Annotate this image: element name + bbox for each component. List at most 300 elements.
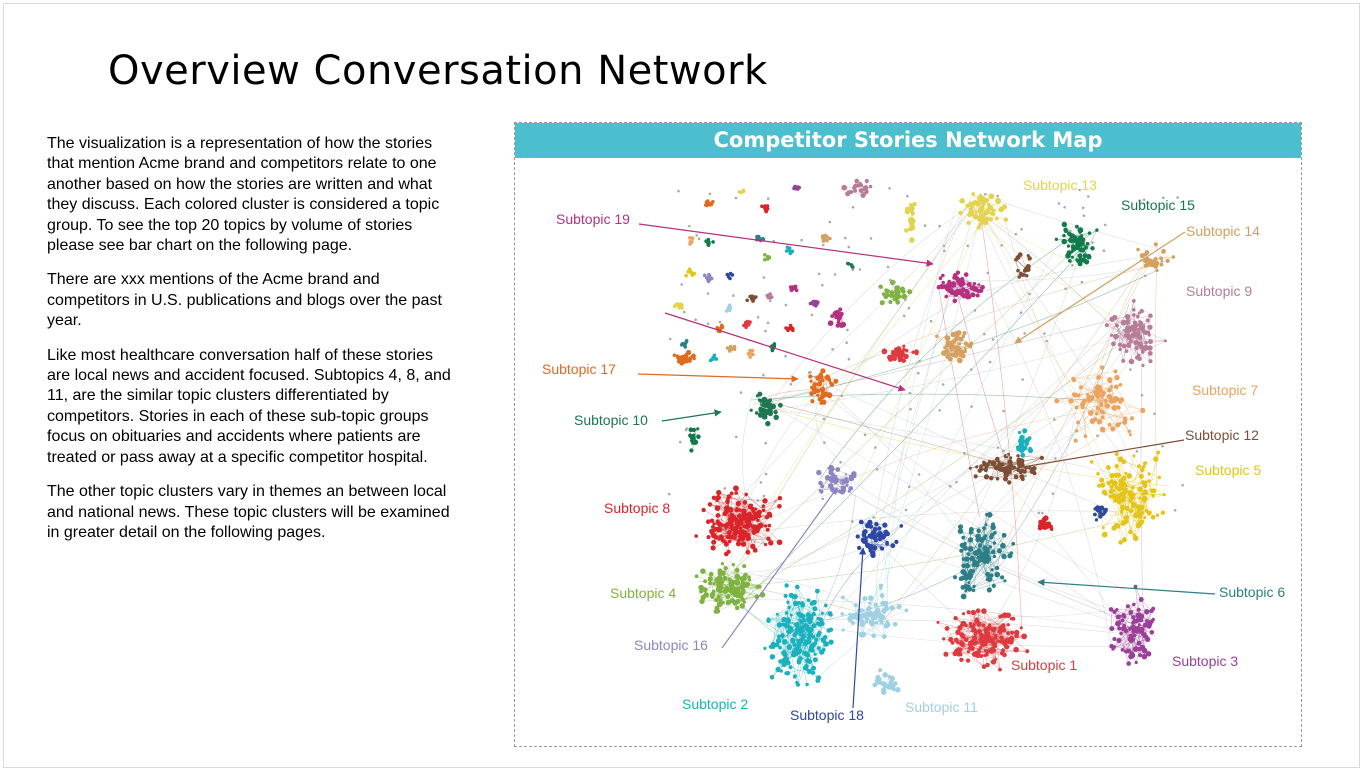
network-node bbox=[725, 594, 730, 599]
network-node bbox=[1044, 523, 1050, 529]
network-node bbox=[688, 356, 692, 360]
isolated-node bbox=[757, 316, 760, 319]
network-node bbox=[768, 524, 772, 528]
network-edge bbox=[964, 207, 1142, 333]
network-edge bbox=[994, 305, 1129, 565]
network-node bbox=[987, 587, 992, 592]
cluster-subtopic-16 bbox=[816, 465, 857, 495]
isolated-node bbox=[685, 427, 688, 430]
isolated-node bbox=[943, 250, 946, 253]
network-node bbox=[820, 402, 823, 405]
isolated-node bbox=[918, 360, 921, 363]
network-node bbox=[708, 576, 713, 581]
network-node bbox=[731, 519, 735, 523]
subtopic-label-16: Subtopic 16 bbox=[634, 637, 708, 653]
isolated-node bbox=[1143, 323, 1146, 326]
isolated-node bbox=[1023, 332, 1026, 335]
cluster-subtopic-18 bbox=[1093, 505, 1108, 521]
network-node bbox=[968, 546, 974, 552]
network-node bbox=[1142, 465, 1146, 469]
isolated-node bbox=[1071, 264, 1074, 267]
cluster-subtopic-7 bbox=[1054, 365, 1145, 443]
cluster-subtopic-15 bbox=[688, 427, 701, 452]
isolated-node bbox=[1082, 207, 1085, 210]
network-node bbox=[688, 433, 692, 437]
network-node bbox=[964, 556, 969, 561]
network-node bbox=[1018, 252, 1023, 257]
network-node bbox=[978, 469, 982, 473]
network-node bbox=[767, 617, 770, 620]
isolated-node bbox=[821, 284, 824, 287]
subtopic-label-5: Subtopic 5 bbox=[1195, 462, 1262, 478]
network-node bbox=[1153, 457, 1158, 462]
network-node bbox=[959, 282, 964, 287]
network-node bbox=[880, 547, 884, 551]
network-node bbox=[939, 276, 943, 280]
network-node bbox=[725, 499, 730, 504]
network-node bbox=[742, 500, 747, 505]
network-node bbox=[1133, 333, 1136, 336]
network-node bbox=[968, 344, 973, 349]
network-node bbox=[778, 646, 782, 650]
network-node bbox=[748, 355, 752, 359]
network-node bbox=[726, 602, 729, 605]
network-node bbox=[1138, 497, 1141, 500]
subtopic-label-12: Subtopic 12 bbox=[1185, 427, 1259, 443]
network-node bbox=[1144, 609, 1149, 614]
isolated-node bbox=[688, 225, 691, 228]
network-node bbox=[724, 505, 730, 511]
network-node bbox=[708, 581, 712, 585]
network-node bbox=[1125, 320, 1130, 325]
isolated-node bbox=[1000, 244, 1003, 247]
network-node bbox=[793, 594, 798, 599]
network-node bbox=[816, 470, 821, 475]
network-node bbox=[1137, 641, 1142, 646]
network-node bbox=[718, 535, 724, 541]
network-node bbox=[740, 517, 744, 521]
network-node bbox=[944, 295, 948, 299]
network-node bbox=[1128, 490, 1133, 495]
network-node bbox=[979, 654, 983, 658]
network-node bbox=[1137, 504, 1141, 508]
network-node bbox=[1111, 342, 1116, 347]
network-node bbox=[1121, 498, 1124, 501]
network-node bbox=[1086, 393, 1089, 396]
isolated-node bbox=[722, 527, 725, 530]
network-node bbox=[1152, 618, 1155, 621]
network-node bbox=[1001, 554, 1006, 559]
network-node bbox=[1096, 508, 1101, 513]
network-node bbox=[964, 590, 967, 593]
network-node bbox=[801, 638, 804, 641]
isolated-node bbox=[963, 452, 966, 455]
network-node bbox=[969, 622, 973, 626]
network-node bbox=[1097, 484, 1101, 488]
network-node bbox=[829, 640, 834, 645]
network-node bbox=[891, 350, 894, 353]
isolated-node bbox=[874, 446, 877, 449]
network-node bbox=[1050, 528, 1053, 531]
network-node bbox=[853, 189, 857, 193]
network-node bbox=[1124, 328, 1130, 334]
network-node bbox=[1016, 454, 1019, 457]
isolated-node bbox=[818, 273, 821, 276]
network-node bbox=[673, 354, 676, 357]
isolated-node bbox=[889, 279, 892, 282]
network-node bbox=[976, 608, 981, 613]
network-node bbox=[828, 320, 834, 326]
network-node bbox=[851, 621, 855, 625]
network-node bbox=[694, 534, 698, 538]
network-node bbox=[1003, 579, 1006, 582]
network-node bbox=[1151, 515, 1156, 520]
network-edge bbox=[878, 258, 1148, 629]
network-node bbox=[1095, 228, 1098, 231]
network-node bbox=[1120, 506, 1125, 511]
network-node bbox=[904, 228, 909, 233]
network-node bbox=[716, 513, 721, 518]
network-node bbox=[1131, 621, 1135, 625]
network-node bbox=[1096, 406, 1099, 409]
isolated-node bbox=[677, 190, 680, 193]
isolated-node bbox=[760, 481, 763, 484]
network-node bbox=[817, 382, 822, 387]
network-node bbox=[905, 609, 909, 613]
network-node bbox=[1126, 473, 1132, 479]
network-node bbox=[995, 217, 998, 220]
mini-cluster bbox=[704, 238, 715, 247]
isolated-node bbox=[1161, 445, 1164, 448]
network-node bbox=[820, 621, 825, 626]
network-node bbox=[972, 585, 975, 588]
network-node bbox=[976, 294, 980, 298]
mini-cluster bbox=[763, 253, 771, 262]
network-node bbox=[673, 304, 677, 308]
network-node bbox=[1130, 416, 1134, 420]
network-node bbox=[805, 683, 809, 687]
network-node bbox=[751, 353, 755, 357]
cluster-subtopic-12 bbox=[969, 453, 1044, 485]
network-edge bbox=[959, 257, 1143, 300]
network-node bbox=[875, 608, 880, 613]
network-node bbox=[841, 312, 844, 315]
cluster-subtopic-11 bbox=[872, 668, 900, 695]
isolated-node bbox=[955, 481, 958, 484]
network-node bbox=[1147, 325, 1152, 330]
network-node bbox=[958, 342, 961, 345]
network-node bbox=[809, 646, 812, 649]
isolated-node bbox=[784, 355, 787, 358]
isolated-node bbox=[903, 315, 906, 318]
network-node bbox=[763, 647, 766, 650]
network-node bbox=[736, 541, 741, 546]
network-node bbox=[964, 272, 969, 277]
cluster-subtopic-8 bbox=[694, 485, 782, 556]
subtopic-label-2: Subtopic 2 bbox=[682, 696, 749, 712]
network-node bbox=[810, 399, 814, 403]
isolated-node bbox=[800, 239, 803, 242]
network-node bbox=[893, 297, 898, 302]
isolated-node bbox=[668, 493, 671, 496]
network-node bbox=[1097, 388, 1102, 393]
network-node bbox=[1113, 483, 1116, 486]
network-node bbox=[1139, 488, 1143, 492]
network-node bbox=[998, 668, 1002, 672]
isolated-node bbox=[732, 294, 735, 297]
network-node bbox=[816, 389, 820, 393]
network-node bbox=[900, 524, 904, 528]
network-node bbox=[1025, 274, 1028, 277]
network-node bbox=[909, 206, 915, 212]
network-node bbox=[1115, 452, 1119, 456]
network-node bbox=[741, 541, 747, 547]
network-node bbox=[954, 345, 959, 350]
network-node bbox=[977, 197, 981, 201]
network-node bbox=[1139, 597, 1144, 602]
network-node bbox=[833, 379, 838, 384]
network-node bbox=[1155, 269, 1158, 272]
network-node bbox=[976, 561, 979, 564]
network-node bbox=[784, 583, 788, 587]
network-node bbox=[1069, 398, 1074, 403]
network-node bbox=[758, 398, 761, 401]
network-node bbox=[684, 358, 689, 363]
network-node bbox=[814, 653, 817, 656]
cluster-subtopic-9 bbox=[841, 179, 872, 198]
network-node bbox=[1124, 649, 1128, 653]
network-node bbox=[980, 538, 985, 543]
network-node bbox=[1114, 523, 1120, 529]
network-node bbox=[865, 617, 869, 621]
mini-cluster bbox=[766, 292, 774, 299]
network-node bbox=[751, 349, 755, 353]
network-node bbox=[752, 511, 756, 515]
network-node bbox=[942, 637, 945, 640]
isolated-node bbox=[1096, 434, 1099, 437]
network-node bbox=[945, 286, 950, 291]
network-node bbox=[1158, 476, 1161, 479]
network-node bbox=[915, 351, 919, 355]
isolated-node bbox=[978, 285, 981, 288]
network-node bbox=[1125, 515, 1129, 519]
network-node bbox=[909, 237, 915, 243]
network-node bbox=[1098, 514, 1102, 518]
network-node bbox=[1121, 359, 1125, 363]
network-node bbox=[722, 511, 727, 516]
network-node bbox=[1110, 426, 1115, 431]
network-node bbox=[957, 358, 963, 364]
network-node bbox=[704, 203, 708, 207]
network-node bbox=[883, 530, 888, 535]
network-node bbox=[972, 636, 977, 641]
subtopic-label-14: Subtopic 14 bbox=[1186, 223, 1260, 239]
network-node bbox=[708, 278, 712, 282]
network-node bbox=[994, 465, 997, 468]
network-node bbox=[1126, 661, 1131, 666]
network-node bbox=[684, 345, 688, 349]
network-node bbox=[957, 625, 962, 630]
network-node bbox=[956, 630, 959, 633]
isolated-node bbox=[764, 442, 767, 445]
network-node bbox=[1114, 385, 1119, 390]
cluster-subtopic-2 bbox=[763, 583, 833, 686]
network-node bbox=[1141, 350, 1145, 354]
network-node bbox=[1083, 253, 1088, 258]
network-node bbox=[962, 335, 966, 339]
network-node bbox=[984, 523, 987, 526]
network-node bbox=[848, 613, 851, 616]
network-node bbox=[1131, 486, 1134, 489]
network-node bbox=[738, 190, 742, 194]
network-node bbox=[740, 576, 745, 581]
isolated-node bbox=[893, 281, 896, 284]
network-node bbox=[740, 603, 745, 608]
network-node bbox=[1129, 508, 1134, 513]
isolated-node bbox=[906, 195, 909, 198]
network-node bbox=[1152, 489, 1157, 494]
network-node bbox=[758, 407, 762, 411]
network-node bbox=[1109, 489, 1114, 494]
network-node bbox=[739, 529, 742, 532]
network-node bbox=[856, 534, 860, 538]
network-node bbox=[1124, 506, 1129, 511]
cluster-subtopic-4 bbox=[695, 562, 766, 614]
network-node bbox=[1150, 630, 1155, 635]
network-node bbox=[1149, 609, 1153, 613]
network-node bbox=[822, 239, 826, 243]
network-node bbox=[1131, 502, 1134, 505]
network-node bbox=[727, 530, 732, 535]
network-node bbox=[1042, 521, 1046, 525]
isolated-node bbox=[848, 358, 851, 361]
network-node bbox=[750, 409, 753, 412]
network-node bbox=[953, 291, 958, 296]
network-node bbox=[715, 505, 721, 511]
isolated-node bbox=[852, 269, 855, 272]
network-node bbox=[1109, 626, 1114, 631]
network-node bbox=[821, 378, 825, 382]
network-node bbox=[756, 394, 759, 397]
isolated-node bbox=[845, 473, 848, 476]
network-node bbox=[1126, 334, 1132, 340]
network-node bbox=[1024, 441, 1029, 446]
network-node bbox=[733, 485, 739, 491]
network-node bbox=[995, 457, 1000, 462]
network-node bbox=[735, 606, 740, 611]
network-node bbox=[1117, 620, 1121, 624]
network-node bbox=[966, 658, 970, 662]
network-node bbox=[1139, 474, 1144, 479]
network-node bbox=[984, 468, 988, 472]
network-node bbox=[1146, 318, 1150, 322]
network-node bbox=[1115, 464, 1119, 468]
isolated-node bbox=[839, 461, 842, 464]
network-node bbox=[830, 478, 835, 483]
network-node bbox=[706, 519, 711, 524]
network-node bbox=[1133, 634, 1137, 638]
network-node bbox=[966, 552, 969, 555]
isolated-node bbox=[1053, 418, 1056, 421]
network-node bbox=[717, 595, 721, 599]
network-edge bbox=[753, 218, 988, 531]
network-node bbox=[1116, 473, 1121, 478]
network-node bbox=[1020, 274, 1023, 277]
network-node bbox=[773, 410, 777, 414]
isolated-node bbox=[845, 341, 848, 344]
isolated-node bbox=[785, 304, 788, 307]
network-node bbox=[794, 650, 799, 655]
network-node bbox=[701, 508, 705, 512]
network-node bbox=[756, 585, 760, 589]
network-node bbox=[726, 346, 730, 350]
isolated-node bbox=[996, 195, 999, 198]
network-node bbox=[762, 498, 767, 503]
network-node bbox=[1105, 403, 1110, 408]
network-node bbox=[1107, 394, 1111, 398]
network-node bbox=[723, 589, 728, 594]
network-node bbox=[1088, 410, 1094, 416]
network-node bbox=[777, 504, 782, 509]
network-node bbox=[733, 601, 738, 606]
network-node bbox=[742, 564, 746, 568]
isolated-node bbox=[1045, 340, 1048, 343]
network-node bbox=[994, 635, 998, 639]
network-node bbox=[1121, 459, 1126, 464]
network-node bbox=[1086, 242, 1090, 246]
network-node bbox=[1106, 481, 1111, 486]
network-node bbox=[961, 585, 966, 590]
network-node bbox=[717, 527, 723, 533]
network-node bbox=[956, 271, 960, 275]
isolated-node bbox=[811, 314, 814, 317]
network-node bbox=[989, 627, 993, 631]
network-node bbox=[796, 683, 800, 687]
network-node bbox=[908, 217, 914, 223]
network-node bbox=[865, 179, 869, 183]
isolated-node bbox=[1020, 228, 1023, 231]
network-node bbox=[820, 484, 824, 488]
network-node bbox=[950, 353, 954, 357]
network-node bbox=[691, 441, 695, 445]
subtopic-label-11: Subtopic 11 bbox=[905, 699, 978, 715]
network-node bbox=[959, 549, 963, 553]
network-node bbox=[709, 572, 714, 577]
network-node bbox=[945, 354, 950, 359]
network-node bbox=[820, 368, 825, 373]
network-node bbox=[1077, 237, 1082, 242]
network-node bbox=[995, 198, 1001, 204]
cluster-subtopic-2 bbox=[1016, 428, 1033, 457]
isolated-node bbox=[846, 329, 849, 332]
mini-cluster bbox=[784, 324, 794, 332]
network-node bbox=[1000, 543, 1006, 549]
network-node bbox=[959, 658, 963, 662]
network-node bbox=[736, 501, 741, 506]
network-node bbox=[741, 590, 746, 595]
network-node bbox=[935, 334, 938, 337]
network-node bbox=[1148, 359, 1152, 363]
network-node bbox=[969, 625, 972, 628]
isolated-node bbox=[909, 408, 912, 411]
network-node bbox=[976, 528, 981, 533]
network-node bbox=[973, 282, 976, 285]
network-node bbox=[851, 471, 857, 477]
isolated-node bbox=[814, 376, 817, 379]
network-node bbox=[1104, 492, 1108, 496]
network-node bbox=[1138, 653, 1142, 657]
network-edge bbox=[964, 237, 1086, 543]
